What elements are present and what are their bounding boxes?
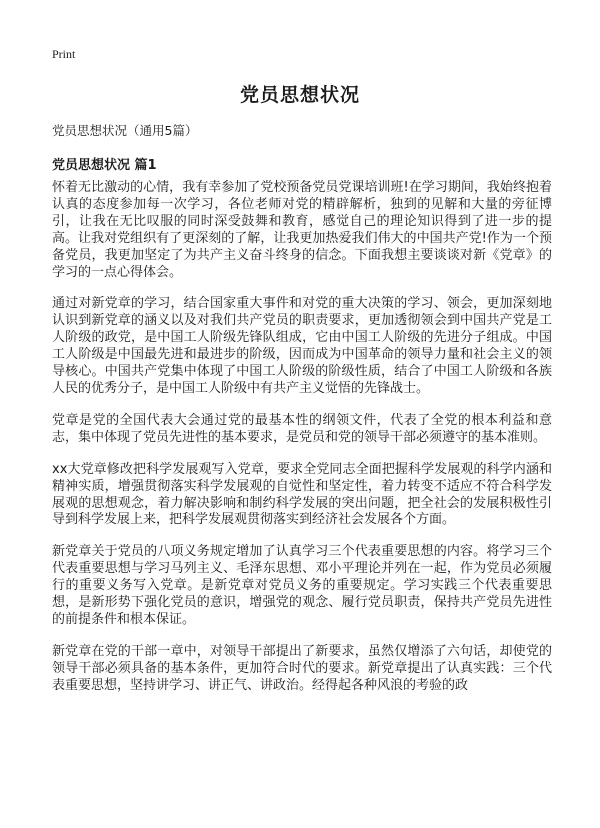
document-title: 党员思想状况 (239, 84, 360, 106)
print-link[interactable]: Print (52, 47, 76, 61)
document-subtitle: 党员思想状况（通用5篇） (52, 123, 198, 138)
paragraph: 怀着无比激动的心情，我有幸参加了党校预备党员党课培训班!在学习期间，我始终抱着认真的态度参加每一次学习，各位老师对党的精辟解析，独到的见解和大量的旁征博引，让我在无比叹服的同时深受鼓舞和教育，感觉自己的理论知识得到了进一步的提高。让我对党组织有了更深刻的了解，让我更加热爱我们伟大的中国共产党!作为一个预备党员，我更加坚定了为共产主义奋斗终身的信念。下面我想主要谈谈对新《党章》的学习的一点心得体会。 (52, 180, 552, 280)
section-heading: 党员思想状况 篇1 (52, 158, 157, 173)
paragraph: 新党章在党的干部一章中，对领导干部提出了新要求，虽然仅增添了六句话，却使党的领导干部必须具备的基本条件，更加符合时代的要求。新党章提出了认真实践：三个代表重要思想，坚持讲学习、讲正气、讲政治。经得起各种风浪的考验的政 (52, 643, 552, 693)
paragraph: xx大党章修改把科学发展观写入党章，要求全党同志全面把握科学发展观的科学内涵和精神实质，增强贯彻落实科学发展观的自觉性和坚定性，着力转变不适应不符合科学发展观的思想观念，着力解决影响和制约科学发展的突出问题，把全社会的发展积极性引导到科学发展上来，把科学发展观贯彻落实到经济社会发展各个方面。 (52, 461, 552, 528)
paragraph: 新党章关于党员的八项义务规定增加了认真学习三个代表重要思想的内容。将学习三个代表重要思想与学习马列主义、毛泽东思想、邓小平理论并列在一起，作为党员必须履行的重要义务写入党章。是新党章对党员义务的重要规定。学习实践三个代表重要思想，是新形势下强化党员的意识，增强党的观念、履行党员职责，保持共产党员先进性的前提条件和根本保证。 (52, 544, 552, 627)
paragraph: 通过对新党章的学习，结合国家重大事件和对党的重大决策的学习、领会，更加深刻地认识到新党章的涵义以及对我们共产党员的职责要求，更加透彻领会到中国共产党是工人阶级的政党，是中国工人阶级先锋队组成，它由中国工人阶级的先进分子组成。中国工人阶级是中国最先进和最进步的阶级，因而成为中国革命的领导力量和社会主义的领导核心。中国共产党集中体现了中国工人阶级的阶级性质，结合了中国工人阶级和各族人民的优秀分子，是中国工人阶级中有共产主义觉悟的先锋战士。 (52, 296, 552, 396)
article-body (52, 180, 552, 710)
paragraph: 党章是党的全国代表大会通过党的最基本性的纲领文件，代表了全党的根本利益和意志，集中体现了党员先进性的基本要求，是党员和党的领导干部必须遵守的基本准则。 (52, 412, 552, 445)
